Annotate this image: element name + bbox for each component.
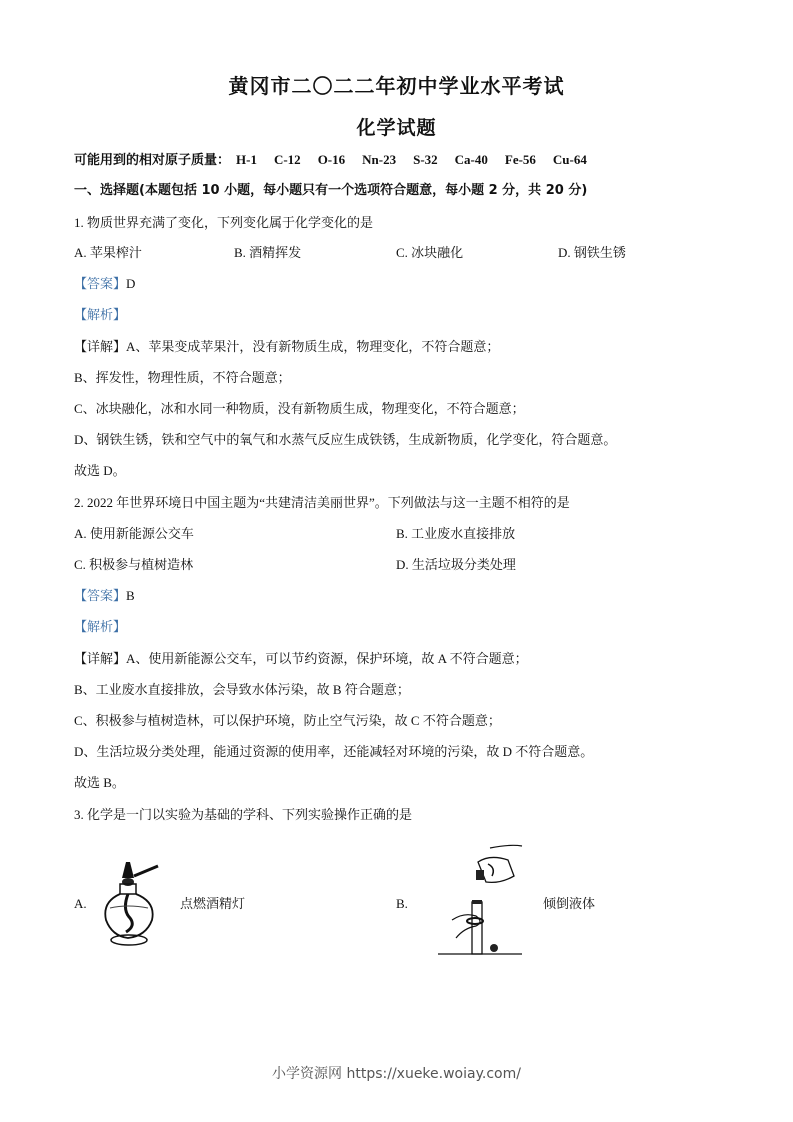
answer-value: B: [126, 588, 135, 603]
q1-conclusion: 故选 D。: [74, 463, 126, 478]
q3-option-a-caption: 点燃酒精灯: [180, 896, 246, 911]
footer-watermark[interactable]: 小学资源网 https://xueke.woiay.com/: [272, 1066, 521, 1082]
q2-detail-3: D、生活垃圾分类处理，能通过资源的使用率，还能减轻对环境的污染，故 D 不符合题意。: [74, 744, 594, 759]
q1-option-c: C. 冰块融化: [396, 245, 464, 260]
exam-subtitle: 化学试题: [356, 117, 437, 139]
answer-tag: 【答案】: [74, 276, 127, 291]
mass-item: Nn-23: [362, 152, 397, 167]
mass-item: Fe-56: [504, 152, 536, 167]
q2-option-c: C. 积极参与植树造林: [74, 557, 194, 572]
mass-item: C-12: [273, 152, 301, 167]
q2-conclusion: 故选 B。: [74, 775, 125, 790]
q1-analysis-tag: 【解析】: [74, 307, 127, 322]
atomic-masses-line: [74, 151, 604, 170]
q1-answer: [74, 275, 135, 293]
q1-option-b: B. 酒精挥发: [234, 245, 302, 260]
detail-tag: 【详解】: [74, 339, 127, 354]
mass-item: Ca-40: [454, 152, 488, 167]
question-3-stem: 3. 化学是一门以实验为基础的学科、下列实验操作正确的是: [74, 807, 413, 822]
atomic-masses-label: 可能用到的相对原子质量：: [74, 153, 231, 168]
alcohol-lamp-figure-icon: [100, 860, 170, 950]
answer-tag: 【答案】: [74, 588, 127, 603]
q2-detail-1: B、工业废水直接排放，会导致水体污染，故 B 符合题意；: [74, 682, 410, 697]
q1-option-d: D. 钢铁生锈: [558, 245, 626, 260]
detail-tag: 【详解】: [74, 651, 127, 666]
q1-detail-3: D、钢铁生锈，铁和空气中的氧气和水蒸气反应生成铁锈，生成新物质，化学变化，符合题意。: [74, 432, 617, 447]
q2-option-b: B. 工业废水直接排放: [396, 526, 516, 541]
q1-detail-2: C、冰块融化，冰和水同一种物质，没有新物质生成，物理变化，不符合题意；: [74, 401, 525, 416]
q1-detail-0: 【详解】A、苹果变成苹果汁，没有新物质生成，物理变化，不符合题意；: [74, 339, 500, 354]
mass-item: S-32: [413, 152, 438, 167]
exam-title: 黄冈市二〇二二年初中学业水平考试: [228, 74, 565, 98]
pouring-liquid-figure-icon: [430, 842, 530, 960]
q2-option-a: A. 使用新能源公交车: [74, 526, 194, 541]
q2-detail-0: 【详解】A、使用新能源公交车，可以节约资源，保护环境，故 A 不符合题意；: [74, 651, 528, 666]
q1-option-a: A. 苹果榨汁: [74, 245, 142, 260]
q3-option-a-letter: A.: [74, 896, 87, 911]
q1-detail-1: B、挥发性，物理性质，不符合题意；: [74, 370, 291, 385]
section-heading: 一、选择题(本题包括 10 小题，每小题只有一个选项符合题意，每小题 2 分，共 20 分): [74, 183, 588, 198]
mass-item: Cu-64: [552, 152, 587, 167]
mass-item: O-16: [317, 152, 346, 167]
q3-option-b-letter: B.: [396, 896, 408, 911]
q2-option-d: D. 生活垃圾分类处理: [396, 557, 516, 572]
q2-analysis-tag: 【解析】: [74, 619, 127, 634]
mass-item: H-1: [236, 152, 257, 167]
q2-answer: [74, 587, 135, 605]
question-1-stem: 1. 物质世界充满了变化，下列变化属于化学变化的是: [74, 215, 374, 230]
answer-value: D: [126, 276, 136, 291]
question-2-stem: 2. 2022 年世界环境日中国主题为“共建清洁美丽世界”。下列做法与这一主题不相符的是: [74, 495, 570, 510]
q3-option-b-caption: 倾倒液体: [543, 896, 596, 911]
q2-detail-2: C、积极参与植树造林，可以保护环境，防止空气污染，故 C 不符合题意；: [74, 713, 501, 728]
